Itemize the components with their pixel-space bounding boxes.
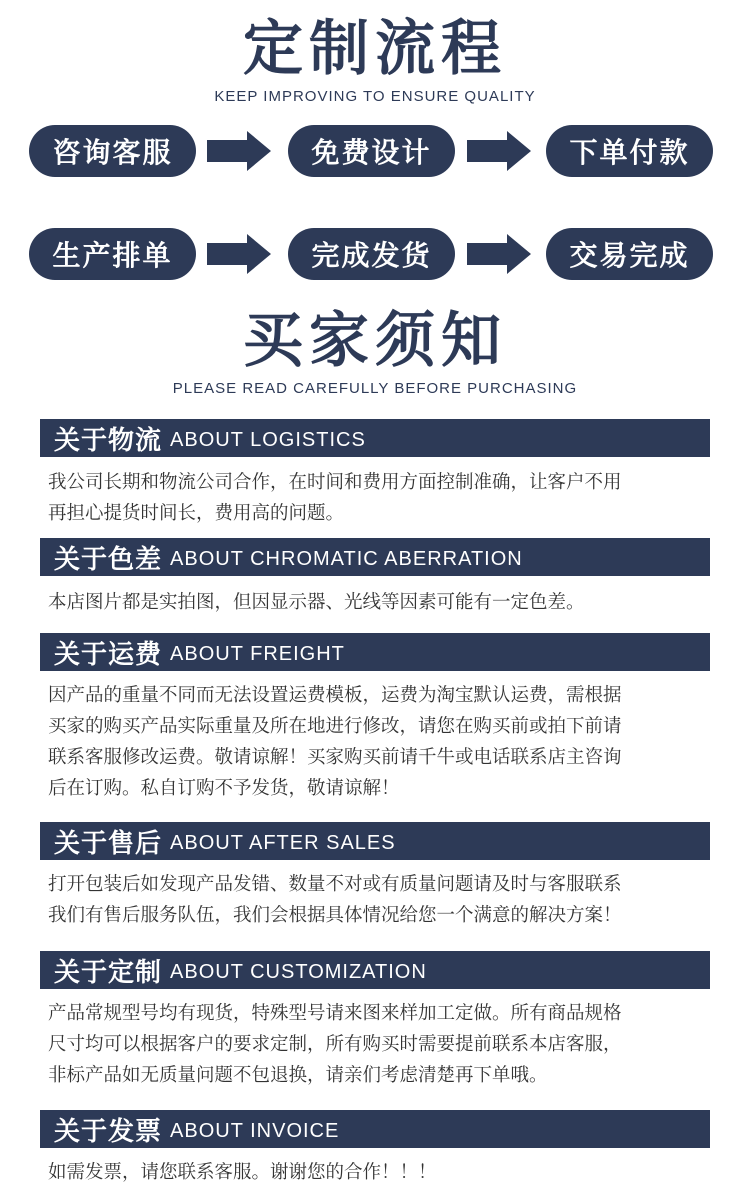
section-title-cn: 关于物流 [54, 425, 163, 456]
step-production: 生产排单 [29, 228, 196, 280]
step-complete: 交易完成 [546, 228, 713, 280]
section-title-cn: 关于色差 [54, 544, 163, 575]
section-body-logistics: 我公司长期和物流公司合作，在时间和费用方面控制准确，让客户不用 再担心提货时间长，费用高的问题。 [48, 472, 622, 524]
section-body-invoice: 如需发票，请您联系客服。谢谢您的合作！！！ [48, 1162, 437, 1183]
section-header-invoice [40, 1110, 710, 1148]
section-body-freight: 因产品的重量不同而无法设置运费模板，运费为淘宝默认运费，需根据 买家的购买产品实际重量及所在地进行修改，请您在购买前或拍下前请 联系客服修改运费。敬请谅解！买家购买前请千牛或电话联系店主咨询 后在订购。私自订购不予发货，敬请谅解！ [48, 685, 622, 799]
section-title-en: ABOUT FREIGHT [170, 642, 345, 665]
section-header-chromatic [40, 538, 710, 576]
section-title-en: ABOUT CHROMATIC ABERRATION [170, 547, 523, 570]
arrow-right-icon [207, 131, 271, 171]
section-header-freight [40, 633, 710, 671]
section-title-cn: 关于售后 [54, 828, 163, 859]
step-shipping: 完成发货 [288, 228, 455, 280]
section-body-customization: 产品常规型号均有现货，特殊型号请来图来样加工定做。所有商品规格 尺寸均可以根据客户的要求定制，所有购买时需要提前联系本店客服， 非标产品如无质量问题不包退换，请亲们考虑清楚再下单哦。 [48, 1003, 622, 1086]
section-header-customization [40, 951, 710, 989]
section-body-after-sales: 打开包装后如发现产品发错、数量不对或有质量问题请及时与客服联系 我们有售后服务队伍，我们会根据具体情况给您一个满意的解决方案！ [48, 874, 622, 926]
section-title-cn: 关于发票 [54, 1116, 163, 1147]
section-title-en: ABOUT CUSTOMIZATION [170, 960, 427, 983]
section-title-en: ABOUT INVOICE [170, 1119, 340, 1142]
arrow-right-icon [467, 131, 531, 171]
section-title-en: ABOUT AFTER SALES [170, 831, 396, 854]
notice-subtitle: PLEASE READ CAREFULLY BEFORE PURCHASING [172, 380, 578, 397]
section-title-cn: 关于运费 [54, 639, 163, 670]
step-consult: 咨询客服 [29, 125, 196, 177]
process-subtitle: KEEP IMPROVING TO ENSURE QUALITY [214, 88, 536, 105]
process-title: 定制流程 [243, 14, 507, 84]
section-header-logistics [40, 419, 710, 457]
section-title-en: ABOUT LOGISTICS [170, 428, 366, 451]
step-free-design: 免费设计 [288, 125, 455, 177]
section-body-chromatic: 本店图片都是实拍图，但因显示器、光线等因素可能有一定色差。 [48, 592, 585, 613]
step-order-pay: 下单付款 [546, 125, 713, 177]
section-header-after-sales [40, 822, 710, 860]
section-title-cn: 关于定制 [54, 957, 163, 988]
arrow-right-icon [207, 234, 271, 274]
notice-title: 买家须知 [243, 306, 507, 376]
arrow-right-icon [467, 234, 531, 274]
